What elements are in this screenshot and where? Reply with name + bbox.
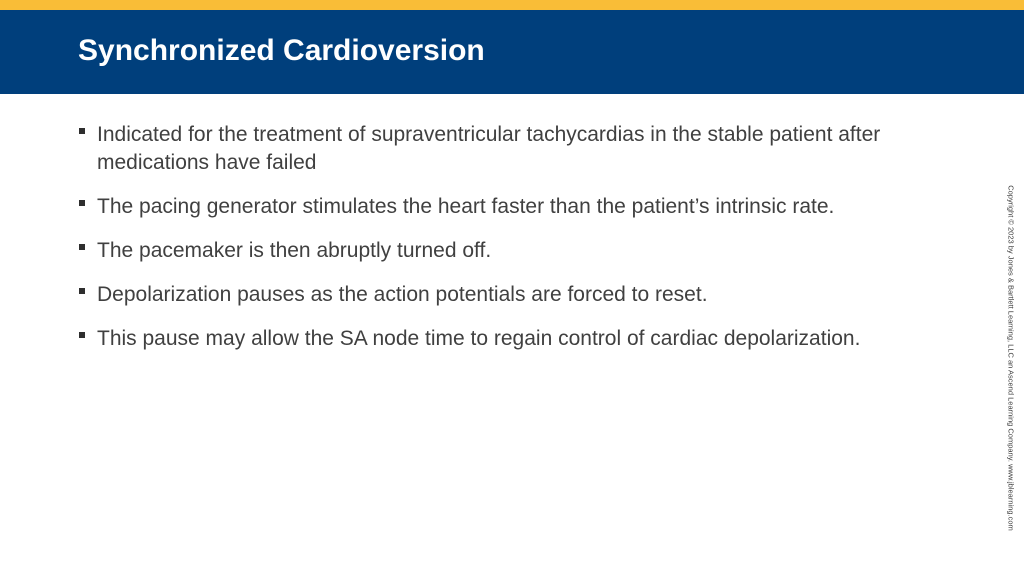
bullet-item — [78, 193, 938, 221]
bullet-item — [78, 121, 938, 177]
square-bullet-icon — [79, 128, 85, 134]
square-bullet-icon — [79, 244, 85, 250]
bullet-text: Depolarization pauses as the action potentials are forced to reset. — [97, 283, 708, 306]
square-bullet-icon — [79, 200, 85, 206]
square-bullet-icon — [79, 288, 85, 294]
bullet-text: The pacemaker is then abruptly turned off. — [97, 239, 492, 262]
copyright-notice: Copyright © 2023 by Jones & Bartlett Learning, LLC an Ascend Learning Company. www.jblearning.com — [1006, 185, 1016, 531]
square-bullet-icon — [79, 332, 85, 338]
bullet-list — [78, 121, 938, 369]
bullet-item — [78, 325, 938, 353]
bullet-item — [78, 281, 938, 309]
bullet-item — [78, 237, 938, 265]
bullet-text: This pause may allow the SA node time to regain control of cardiac depolarization. — [97, 327, 861, 350]
bullet-text: The pacing generator stimulates the heart faster than the patient’s intrinsic rate. — [97, 195, 835, 218]
slide-title: Synchronized Cardioversion — [78, 34, 485, 67]
accent-stripe — [0, 0, 1024, 10]
bullet-text: Indicated for the treatment of supraventricular tachycardias in the stable patient after medications have failed — [97, 123, 881, 174]
